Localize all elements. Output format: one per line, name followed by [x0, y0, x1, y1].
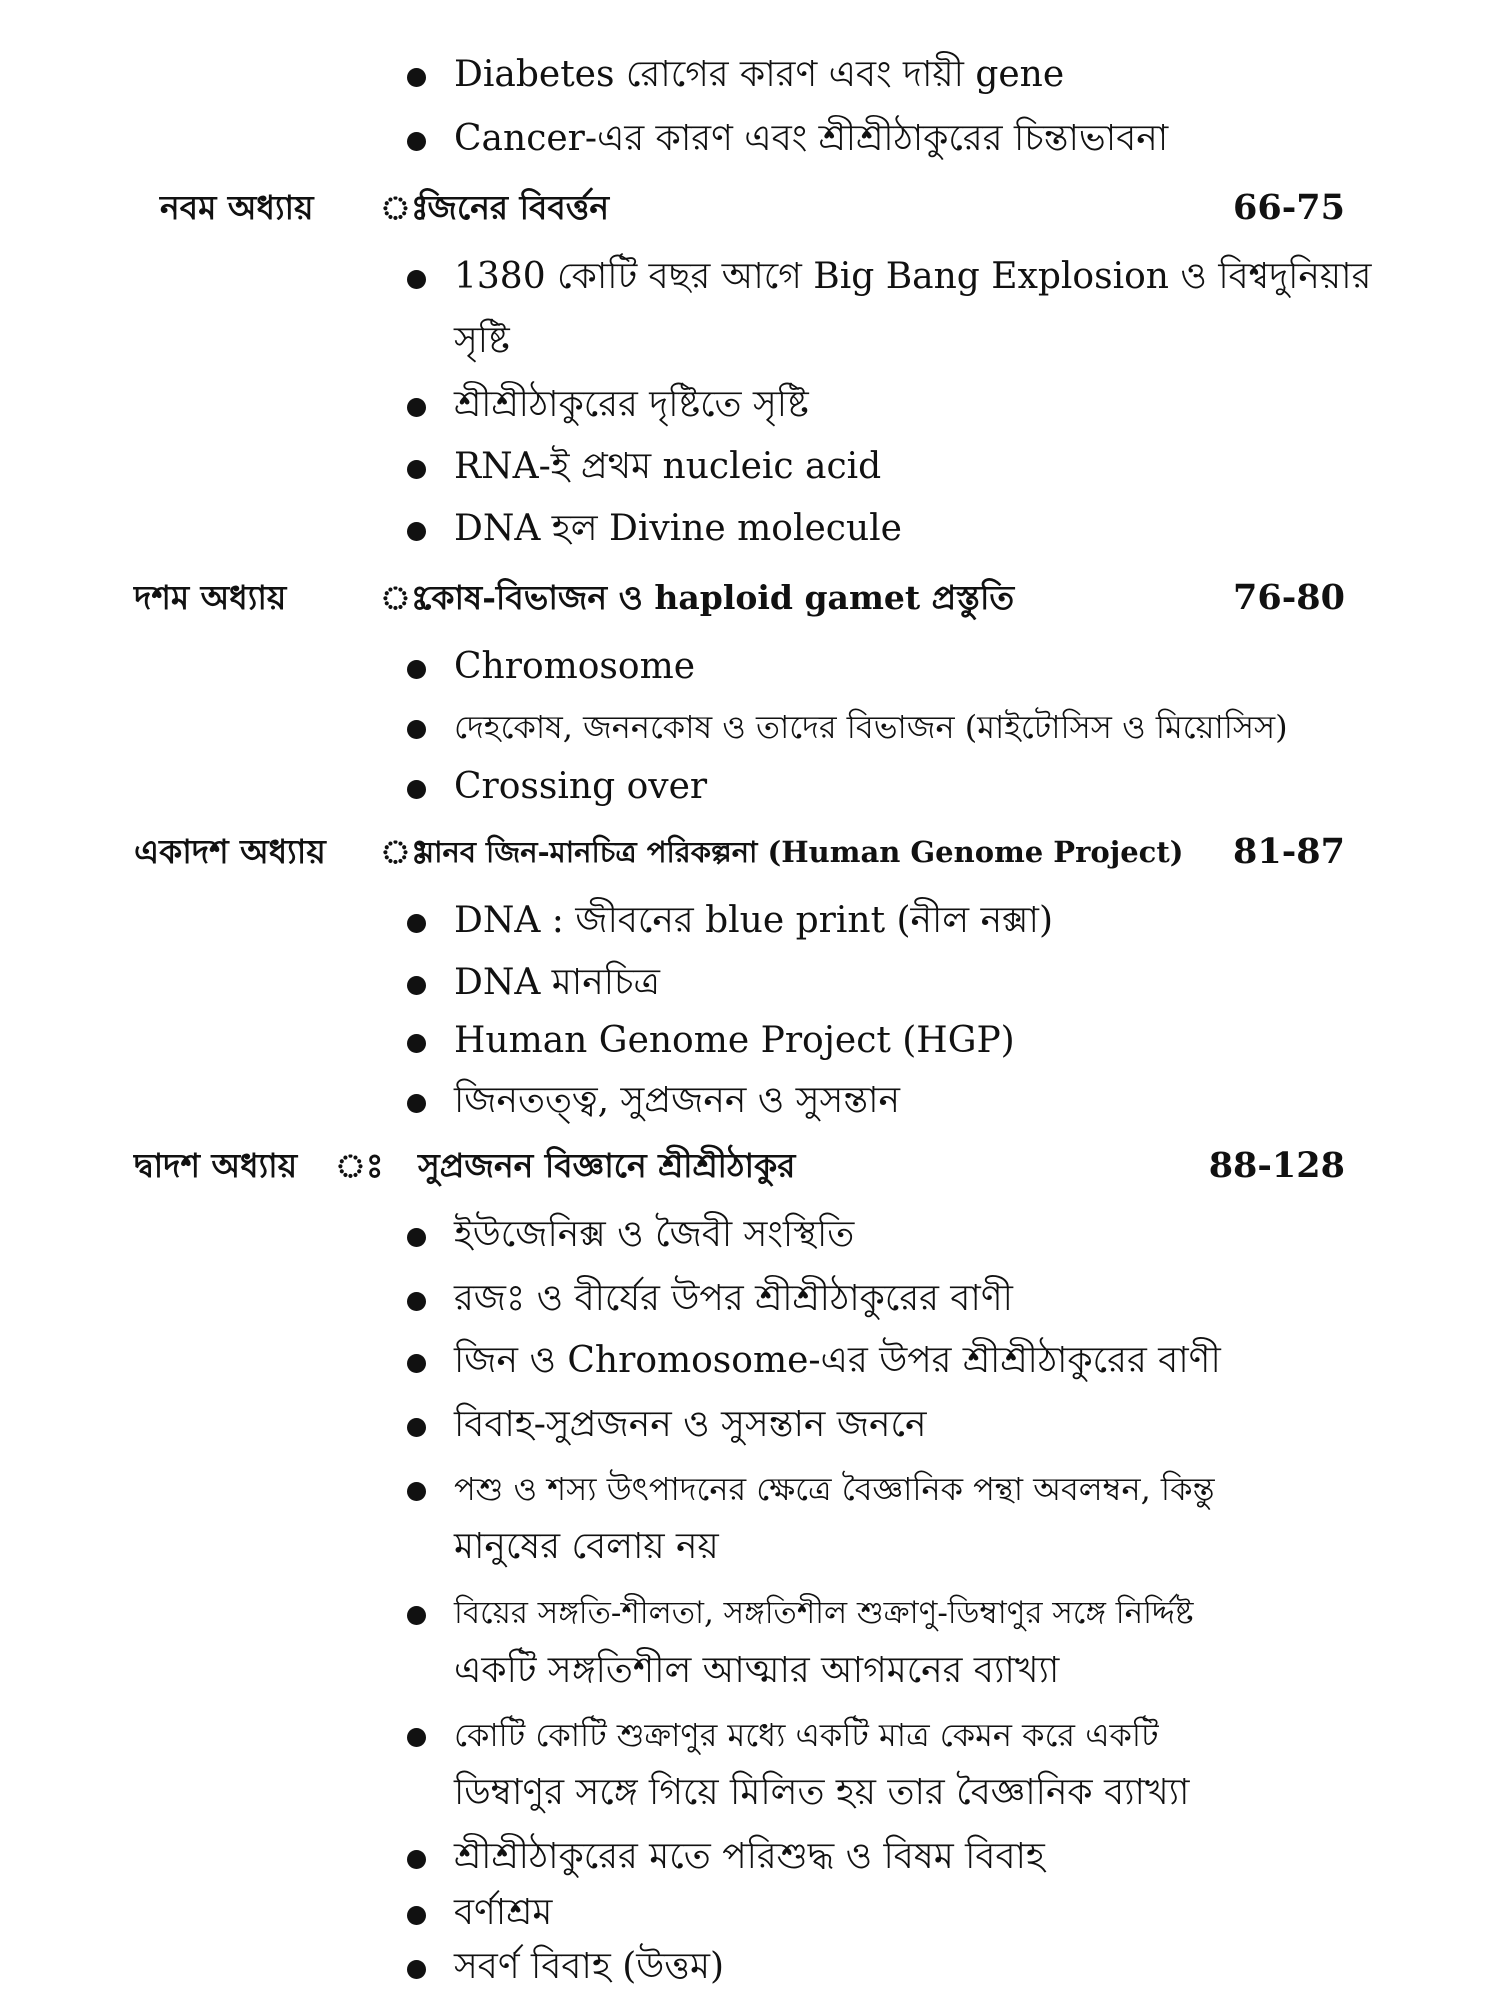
list-item-text: সবর্ণ বিবাহ (উত্তম)	[454, 1946, 725, 1987]
bullet-icon	[407, 522, 426, 541]
bullet-icon	[407, 720, 426, 739]
bullet-icon	[407, 68, 426, 87]
list-item	[0, 1826, 1500, 1888]
list-item	[0, 498, 1500, 560]
bullet-icon	[407, 1960, 426, 1979]
list-item-text: Crossing over	[454, 766, 708, 807]
bullet-icon	[407, 1292, 426, 1311]
list-item	[0, 1330, 1500, 1392]
bullet-icon	[407, 1228, 426, 1247]
list-item-text: ডিম্বাণুর সঙ্গে গিয়ে মিলিত হয় তার বৈজ্ঞানিক ব্যাখ্যা	[454, 1772, 1190, 1813]
bullet-icon	[407, 660, 426, 679]
chapter-colon: ঃ	[380, 578, 429, 617]
chapter-label: নবম অধ্যায়	[160, 188, 314, 227]
list-item-text: RNA-ই প্রথম nucleic acid	[454, 446, 882, 487]
list-item-text: বিবাহ-সুপ্রজনন ও সুসন্তান জননে	[454, 1404, 927, 1445]
bullet-icon	[407, 398, 426, 417]
list-item-text: Chromosome	[454, 646, 696, 687]
list-item-text: একটি সঙ্গতিশীল আত্মার আগমনের ব্যাখ্যা	[454, 1650, 1060, 1691]
list-item-text: DNA : জীবনের blue print (নীল নক্সা)	[454, 900, 1053, 941]
list-item	[0, 1458, 1500, 1520]
list-item	[0, 636, 1500, 698]
chapter-heading-9	[0, 176, 1500, 238]
list-item	[0, 374, 1500, 436]
list-item	[0, 44, 1500, 106]
list-item-text: মানুষের বেলায় নয়	[454, 1526, 719, 1567]
chapter-label: একাদশ অধ্যায়	[134, 832, 326, 871]
list-item	[0, 1394, 1500, 1456]
chapter-heading-10	[0, 566, 1500, 628]
chapter-colon: ঃ	[335, 1146, 384, 1185]
chapter-pages: 66-75	[1233, 187, 1345, 228]
list-item-text: ইউজেনিক্স ও জৈবী সংস্থিতি	[454, 1214, 855, 1255]
list-item-text: পশু ও শস্য উৎপাদনের ক্ষেত্রে বৈজ্ঞানিক পন্থা অবলম্বন, কিন্তু	[454, 1470, 1215, 1508]
list-item-text: Diabetes রোগের কারণ এবং দায়ী gene	[454, 54, 1065, 95]
list-item-continuation	[0, 1762, 1500, 1824]
list-item-text: 1380 কোটি বছর আগে Big Bang Explosion ও বিশ্বদুনিয়ার	[454, 256, 1372, 297]
list-item	[0, 108, 1500, 170]
chapter-pages: 76-80	[1233, 577, 1345, 618]
chapter-heading-12	[0, 1134, 1500, 1196]
list-item	[0, 1010, 1500, 1072]
chapter-colon: ঃ	[380, 832, 429, 871]
list-item-text: Human Genome Project (HGP)	[454, 1020, 1015, 1061]
list-item	[0, 1204, 1500, 1266]
chapter-title: মানব জিন-মানচিত্র পরিকল্পনা (Human Genome Project)	[418, 835, 1184, 869]
bullet-icon	[407, 1418, 426, 1437]
list-item-continuation	[0, 310, 1500, 372]
bullet-icon	[407, 976, 426, 995]
bullet-icon	[407, 1906, 426, 1925]
list-item-continuation	[0, 1640, 1500, 1702]
chapter-heading-11	[0, 820, 1500, 882]
chapter-title: সুপ্রজনন বিজ্ঞানে শ্রীশ্রীঠাকুর	[418, 1146, 796, 1185]
bullet-icon	[407, 1606, 426, 1625]
list-item	[0, 1070, 1500, 1132]
list-item	[0, 952, 1500, 1014]
bullet-icon	[407, 780, 426, 799]
chapter-pages: 88-128	[1208, 1145, 1345, 1186]
list-item-text: Cancer-এর কারণ এবং শ্রীশ্রীঠাকুরের চিন্তাভাবনা	[454, 118, 1169, 159]
list-item	[0, 1882, 1500, 1944]
list-item	[0, 1582, 1500, 1644]
list-item-text: দেহকোষ, জননকোষ ও তাদের বিভাজন (মাইটোসিস ও মিয়োসিস)	[454, 708, 1288, 746]
chapter-title: জিনের বিবর্ত্তন	[418, 188, 610, 227]
list-item	[0, 890, 1500, 952]
list-item	[0, 1268, 1500, 1330]
bullet-icon	[407, 460, 426, 479]
list-item-text: বিয়ের সঙ্গতি-শীলতা, সঙ্গতিশীল শুক্রাণু-ডিম্বাণুর সঙ্গে নির্দ্দিষ্ট	[454, 1595, 1194, 1631]
chapter-label: দ্বাদশ অধ্যায়	[134, 1146, 298, 1185]
bullet-icon	[407, 1482, 426, 1501]
bullet-icon	[407, 914, 426, 933]
bullet-icon	[407, 132, 426, 151]
list-item-text: শ্রীশ্রীঠাকুরের দৃষ্টিতে সৃষ্টি	[454, 384, 809, 425]
bullet-icon	[407, 1094, 426, 1113]
list-item	[0, 436, 1500, 498]
list-item	[0, 246, 1500, 308]
list-item-text: রজঃ ও বীর্যের উপর শ্রীশ্রীঠাকুরের বাণী	[454, 1278, 1013, 1319]
list-item-text: বর্ণাশ্রম	[454, 1892, 553, 1933]
list-item-continuation	[0, 1516, 1500, 1578]
list-item	[0, 696, 1500, 758]
bullet-icon	[407, 1354, 426, 1373]
chapter-colon: ঃ	[380, 188, 429, 227]
bullet-icon	[407, 1034, 426, 1053]
list-item-text: DNA মানচিত্র	[454, 962, 660, 1003]
chapter-label: দশম অধ্যায়	[134, 578, 287, 617]
chapter-pages: 81-87	[1233, 831, 1345, 872]
list-item-text: কোটি কোটি শুক্রাণুর মধ্যে একটি মাত্র কেমন করে একটি	[454, 1716, 1159, 1754]
chapter-title: কোষ-বিভাজন ও haploid gamet প্রস্তুতি	[418, 578, 1015, 617]
list-item	[0, 756, 1500, 818]
bullet-icon	[407, 1728, 426, 1747]
list-item-text: সৃষ্টি	[454, 320, 510, 361]
list-item-text: জিন ও Chromosome-এর উপর শ্রীশ্রীঠাকুরের বাণী	[454, 1340, 1221, 1381]
list-item	[0, 1704, 1500, 1766]
bullet-icon	[407, 270, 426, 289]
bullet-icon	[407, 1850, 426, 1869]
list-item-text: শ্রীশ্রীঠাকুরের মতে পরিশুদ্ধ ও বিষম বিবাহ	[454, 1836, 1045, 1877]
list-item-text: জিনতত্ত্ব, সুপ্রজনন ও সুসন্তান	[454, 1080, 901, 1121]
list-item-text: DNA হল Divine molecule	[454, 508, 902, 549]
list-item	[0, 1936, 1500, 1998]
